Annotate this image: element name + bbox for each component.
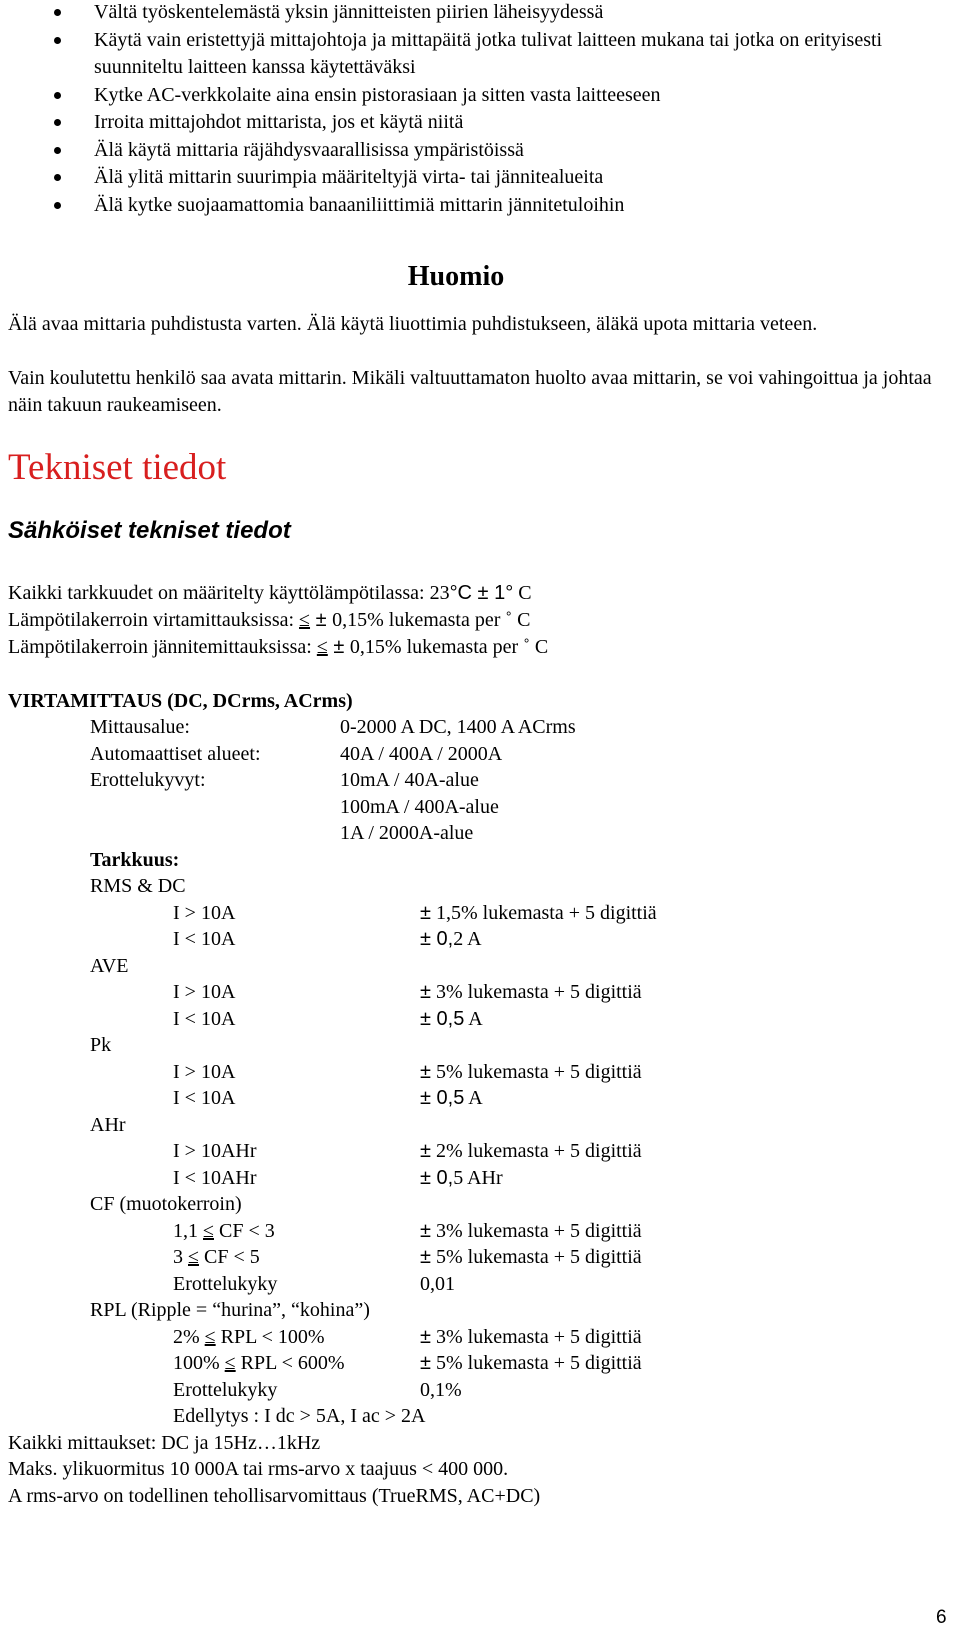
accuracy-conditions-line: Kaikki tarkkuudet on määritelty käyttölämpötilassa: 23°C ± 1° C — [8, 582, 532, 604]
bullet-icon — [54, 9, 61, 16]
mode-label: Pk — [90, 1034, 112, 1056]
bullet-icon — [54, 174, 61, 181]
list-item: Käytä vain eristettyjä mittajohtoja ja mittapäitä jotka tulivat laitteen mukana tai jotka on erityisesti suunniteltu laitteen kanssa käytettäväksi — [54, 27, 954, 82]
spec-row: Automaattiset alueet: 40A / 400A / 2000A — [90, 743, 503, 765]
list-item: Älä käytä mittaria räjähdysvaarallisissa ympäristöissä — [54, 137, 954, 165]
spec-row: 100mA / 400A-alue — [340, 796, 499, 818]
temp-coefficient-voltage-line: Lämpötilakerroin jännitemittauksissa: ≤ ± 0,15% lukemasta per ˚ C — [8, 636, 549, 658]
bullet-icon — [54, 147, 61, 154]
footer-line: Kaikki mittaukset: DC ja 15Hz…1kHz — [8, 1432, 321, 1454]
bullet-icon — [54, 119, 61, 126]
accuracy-row: I > 10A ± 5% lukemasta + 5 digittiä — [173, 1061, 642, 1083]
notice-paragraph-cleaning: Älä avaa mittaria puhdistusta varten. Älä käytä liuottimia puhdistukseen, äläkä upota mittaria veteen. — [8, 313, 818, 335]
accuracy-row: I > 10A ± 3% lukemasta + 5 digittiä — [173, 981, 642, 1003]
section-title: Tekniset tiedot — [8, 447, 227, 488]
current-measurement-heading: VIRTAMITTAUS (DC, DCrms, ACrms) — [8, 690, 353, 712]
list-item: Älä kytke suojaamattomia banaaniliittimiä mittarin jännitetuloihin — [54, 192, 954, 220]
bullet-icon — [54, 37, 61, 44]
bullet-icon — [54, 202, 61, 209]
accuracy-row: I < 10AHr ± 0,5 AHr — [173, 1167, 503, 1189]
spec-row: 1A / 2000A-alue — [340, 822, 474, 844]
notice-heading: Huomio — [407, 261, 505, 292]
list-item: Älä ylitä mittarin suurimpia määriteltyjä virta- tai jännitealueita — [54, 164, 954, 192]
condition-row: Edellytys : I dc > 5A, I ac > 2A — [173, 1405, 426, 1427]
resolution-row: Erottelukyky 0,1% — [173, 1379, 462, 1401]
list-item: Kytke AC-verkkolaite aina ensin pistorasiaan ja sitten vasta laitteeseen — [54, 82, 954, 110]
mode-label: CF (muotokerroin) — [90, 1193, 242, 1215]
subsection-title: Sähköiset tekniset tiedot — [8, 517, 291, 544]
accuracy-row: 2% ≤ RPL < 100% ± 3% lukemasta + 5 digittiä — [173, 1326, 642, 1348]
accuracy-row: I < 10A ± 0,5 A — [173, 1087, 483, 1109]
resolution-row: Erottelukyky 0,01 — [173, 1273, 455, 1295]
bullet-icon — [54, 92, 61, 99]
accuracy-row: I < 10A ± 0,2 A — [173, 928, 482, 950]
footer-line: A rms-arvo on todellinen tehollisarvomittaus (TrueRMS, AC+DC) — [8, 1485, 541, 1507]
accuracy-row: 1,1 ≤ CF < 3 ± 3% lukemasta + 5 digittiä — [173, 1220, 642, 1242]
spec-row: Erottelukyvyt: 10mA / 40A-alue — [90, 769, 479, 791]
mode-label: RMS & DC — [90, 875, 186, 897]
mode-label: AVE — [90, 955, 129, 977]
page-number: 6 — [936, 1607, 947, 1628]
list-item: Vältä työskentelemästä yksin jännitteisten piirien läheisyydessä — [54, 0, 954, 27]
accuracy-row: 100% ≤ RPL < 600% ± 5% lukemasta + 5 digittiä — [173, 1352, 642, 1374]
accuracy-row: I > 10AHr ± 2% lukemasta + 5 digittiä — [173, 1140, 642, 1162]
accuracy-heading: Tarkkuus: — [90, 849, 180, 871]
accuracy-row: I < 10A ± 0,5 A — [173, 1008, 483, 1030]
accuracy-row: I > 10A ± 1,5% lukemasta + 5 digittiä — [173, 902, 657, 924]
mode-label: AHr — [90, 1114, 126, 1136]
mode-label: RPL (Ripple = “hurina”, “kohina”) — [90, 1299, 370, 1321]
safety-bullet-list — [54, 0, 954, 219]
footer-line: Maks. ylikuormitus 10 000A tai rms-arvo x taajuus < 400 000. — [8, 1458, 509, 1480]
notice-paragraph-service: Vain koulutettu henkilö saa avata mittarin. Mikäli valtuuttamaton huolto avaa mittarin, se voi vahingoittua ja johtaa näin takuun raukeamiseen. — [8, 367, 932, 416]
spec-row: Mittausalue: 0-2000 A DC, 1400 A ACrms — [90, 716, 576, 738]
list-item: Irroita mittajohdot mittarista, jos et käytä niitä — [54, 109, 954, 137]
temp-coefficient-current-line: Lämpötilakerroin virtamittauksissa: ≤ ± 0,15% lukemasta per ˚ C — [8, 609, 531, 631]
accuracy-row: 3 ≤ CF < 5 ± 5% lukemasta + 5 digittiä — [173, 1246, 642, 1268]
